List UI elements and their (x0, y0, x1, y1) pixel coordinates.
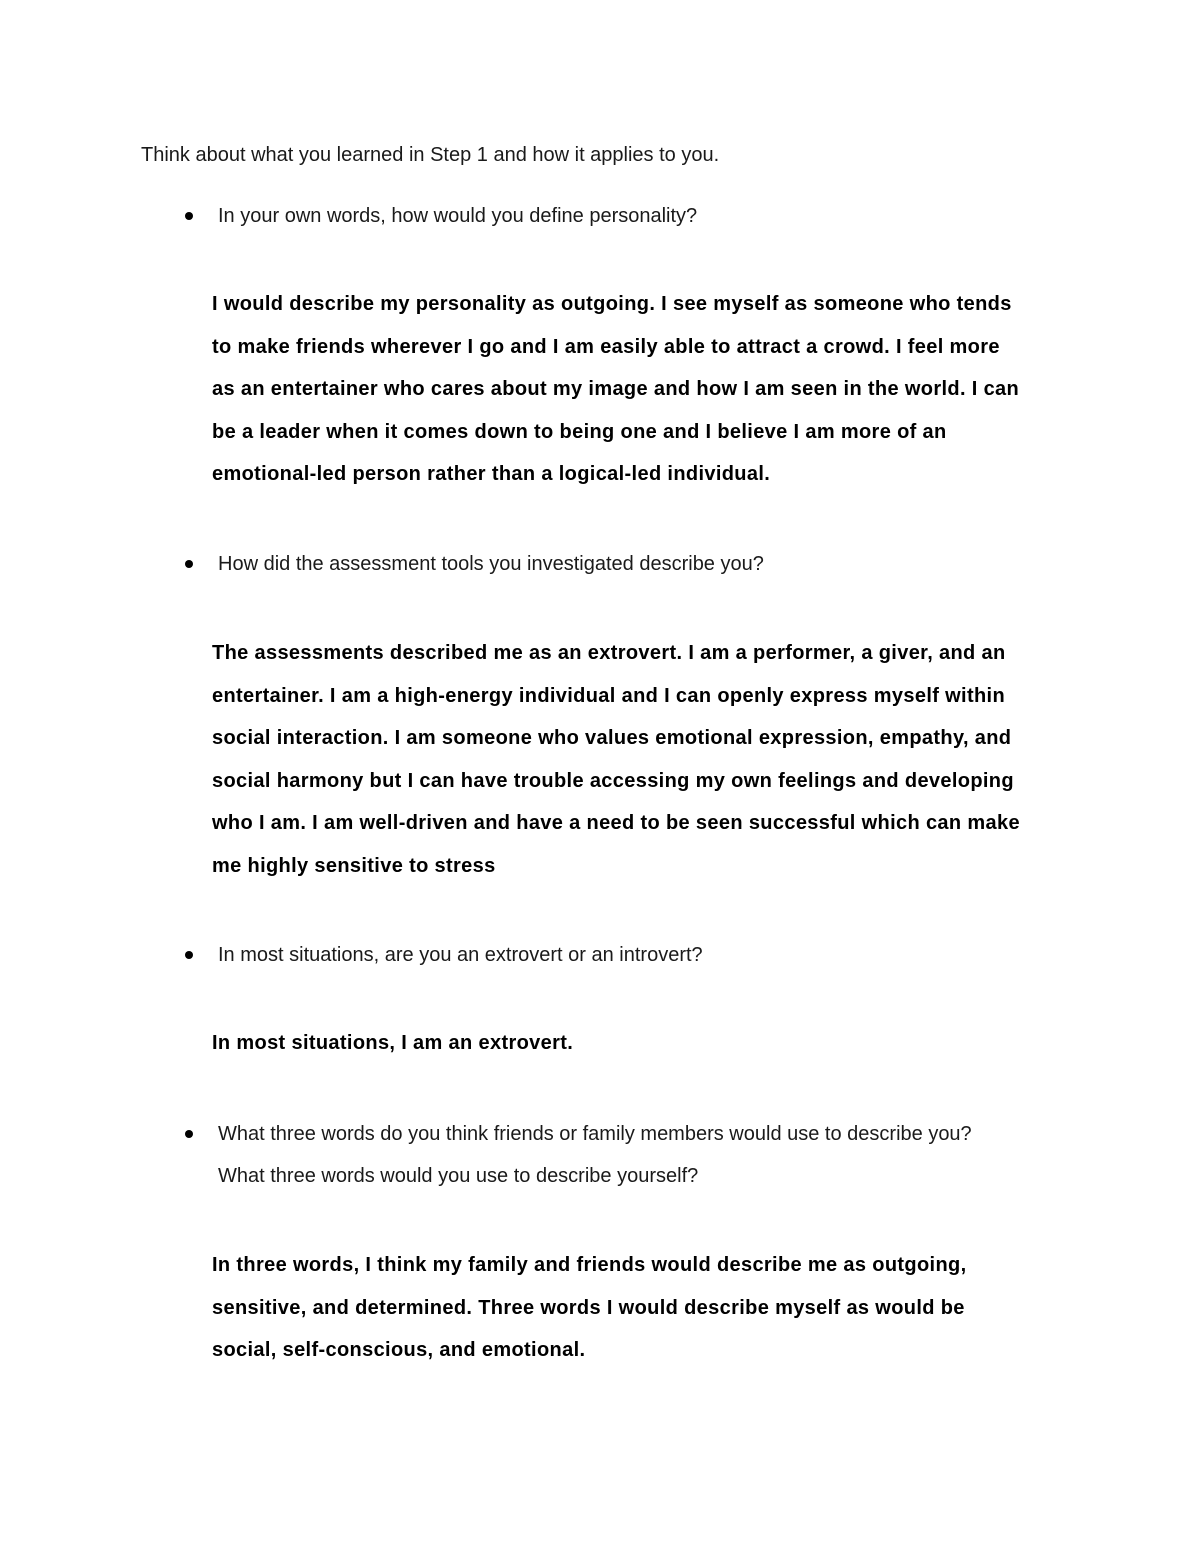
answer-1 (212, 283, 1019, 496)
bullet-icon (185, 951, 193, 959)
answer-line: entertainer. I am a high-energy individual and I can openly express myself within (212, 684, 1006, 707)
answer-line: sensitive, and determined. Three words I would describe myself as would be (212, 1296, 965, 1319)
answer-line: social harmony but I can have trouble accessing my own feelings and developing (212, 769, 1014, 792)
question-line: In most situations, are you an extrovert or an introvert? (218, 944, 703, 966)
bullet-icon (185, 212, 193, 220)
bullet-icon (185, 1130, 193, 1138)
answer-line: social interaction. I am someone who values emotional expression, empathy, and (212, 727, 1012, 749)
answer-line: In most situations, I am an extrovert. (212, 1032, 574, 1054)
answer-line: to make friends wherever I go and I am easily able to attract a crowd. I feel more (212, 335, 1000, 358)
answer-line: be a leader when it comes down to being one and I believe I am more of an (212, 420, 947, 443)
answer-line: social, self-conscious, and emotional. (212, 1339, 586, 1361)
question-line: What three words would you use to describe yourself? (218, 1165, 699, 1187)
question-1 (218, 195, 1118, 237)
answer-line: I would describe my personality as outgoing. I see myself as someone who tends (212, 293, 1012, 315)
answer-line: In three words, I think my family and friends would describe me as outgoing, (212, 1254, 967, 1276)
question-line: In your own words, how would you define personality? (218, 205, 698, 227)
question-3 (218, 934, 1118, 976)
question-line: How did the assessment tools you investigated describe you? (218, 553, 764, 575)
intro-text: Think about what you learned in Step 1 and how it applies to you. (141, 144, 720, 166)
answer-line: The assessments described me as an extrovert. I am a performer, a giver, and an (212, 642, 1006, 664)
answer-4 (212, 1244, 967, 1372)
answer-line: who I am. I am well-driven and have a need to be seen successful which can make (212, 812, 1020, 834)
question-line: What three words do you think friends or family members would use to describe you? (218, 1123, 972, 1145)
answer-line: as an entertainer who cares about my image and how I am seen in the world. I can (212, 378, 1020, 400)
question-4 (218, 1113, 1118, 1197)
bullet-icon (185, 560, 193, 568)
answer-line: emotional-led person rather than a logical-led individual. (212, 463, 771, 485)
answer-2 (212, 632, 1020, 887)
answer-line: me highly sensitive to stress (212, 854, 496, 877)
answer-3 (212, 1022, 573, 1065)
question-2 (218, 543, 1118, 585)
